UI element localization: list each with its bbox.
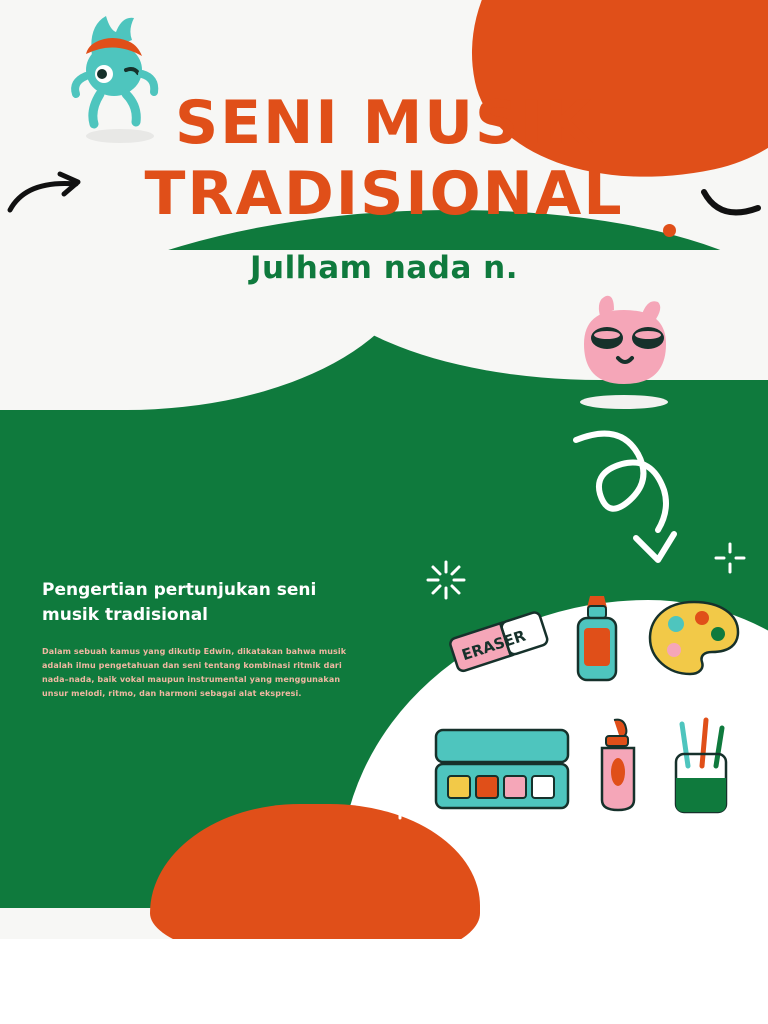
white-bottom-strip [0,939,768,1024]
pink-mascot-icon [560,282,690,412]
page-subtitle: Julham nada n. [249,249,519,286]
glue-bottle-icon [566,592,628,688]
sparkle-icon-1 [424,558,468,607]
sparkle-icon-3 [378,780,422,829]
sparkle-icon-2 [712,540,748,581]
page-title-line-2: TRADISIONAL [144,158,624,229]
section-paragraph: Dalam sebuah kamus yang dikutip Edwin, dikatakan bahwa musik adalah ilmu pengetahuan dan seni tentang kombinasi ritmik dari nada–nada, baik vokal maupun instrumental yang menggunakan unsur melodi, ritmo, dan harmoni sebagai alat ekspresi. [42,647,347,699]
eraser-icon [446,606,556,678]
paint-tube-icon [592,716,644,820]
paint-box-icon [430,726,574,814]
eraser-label: ERASER [459,626,528,665]
page-title-line-1: SENI MUSIK [174,88,594,158]
paint-palette-icon [646,598,742,678]
curvy-arrow-icon [560,426,710,566]
section-heading: Pengertian pertunjukan seni musik tradisional [42,580,317,625]
brush-jar-icon [666,714,736,818]
title-block [0,88,768,286]
body-text-block [42,578,362,701]
